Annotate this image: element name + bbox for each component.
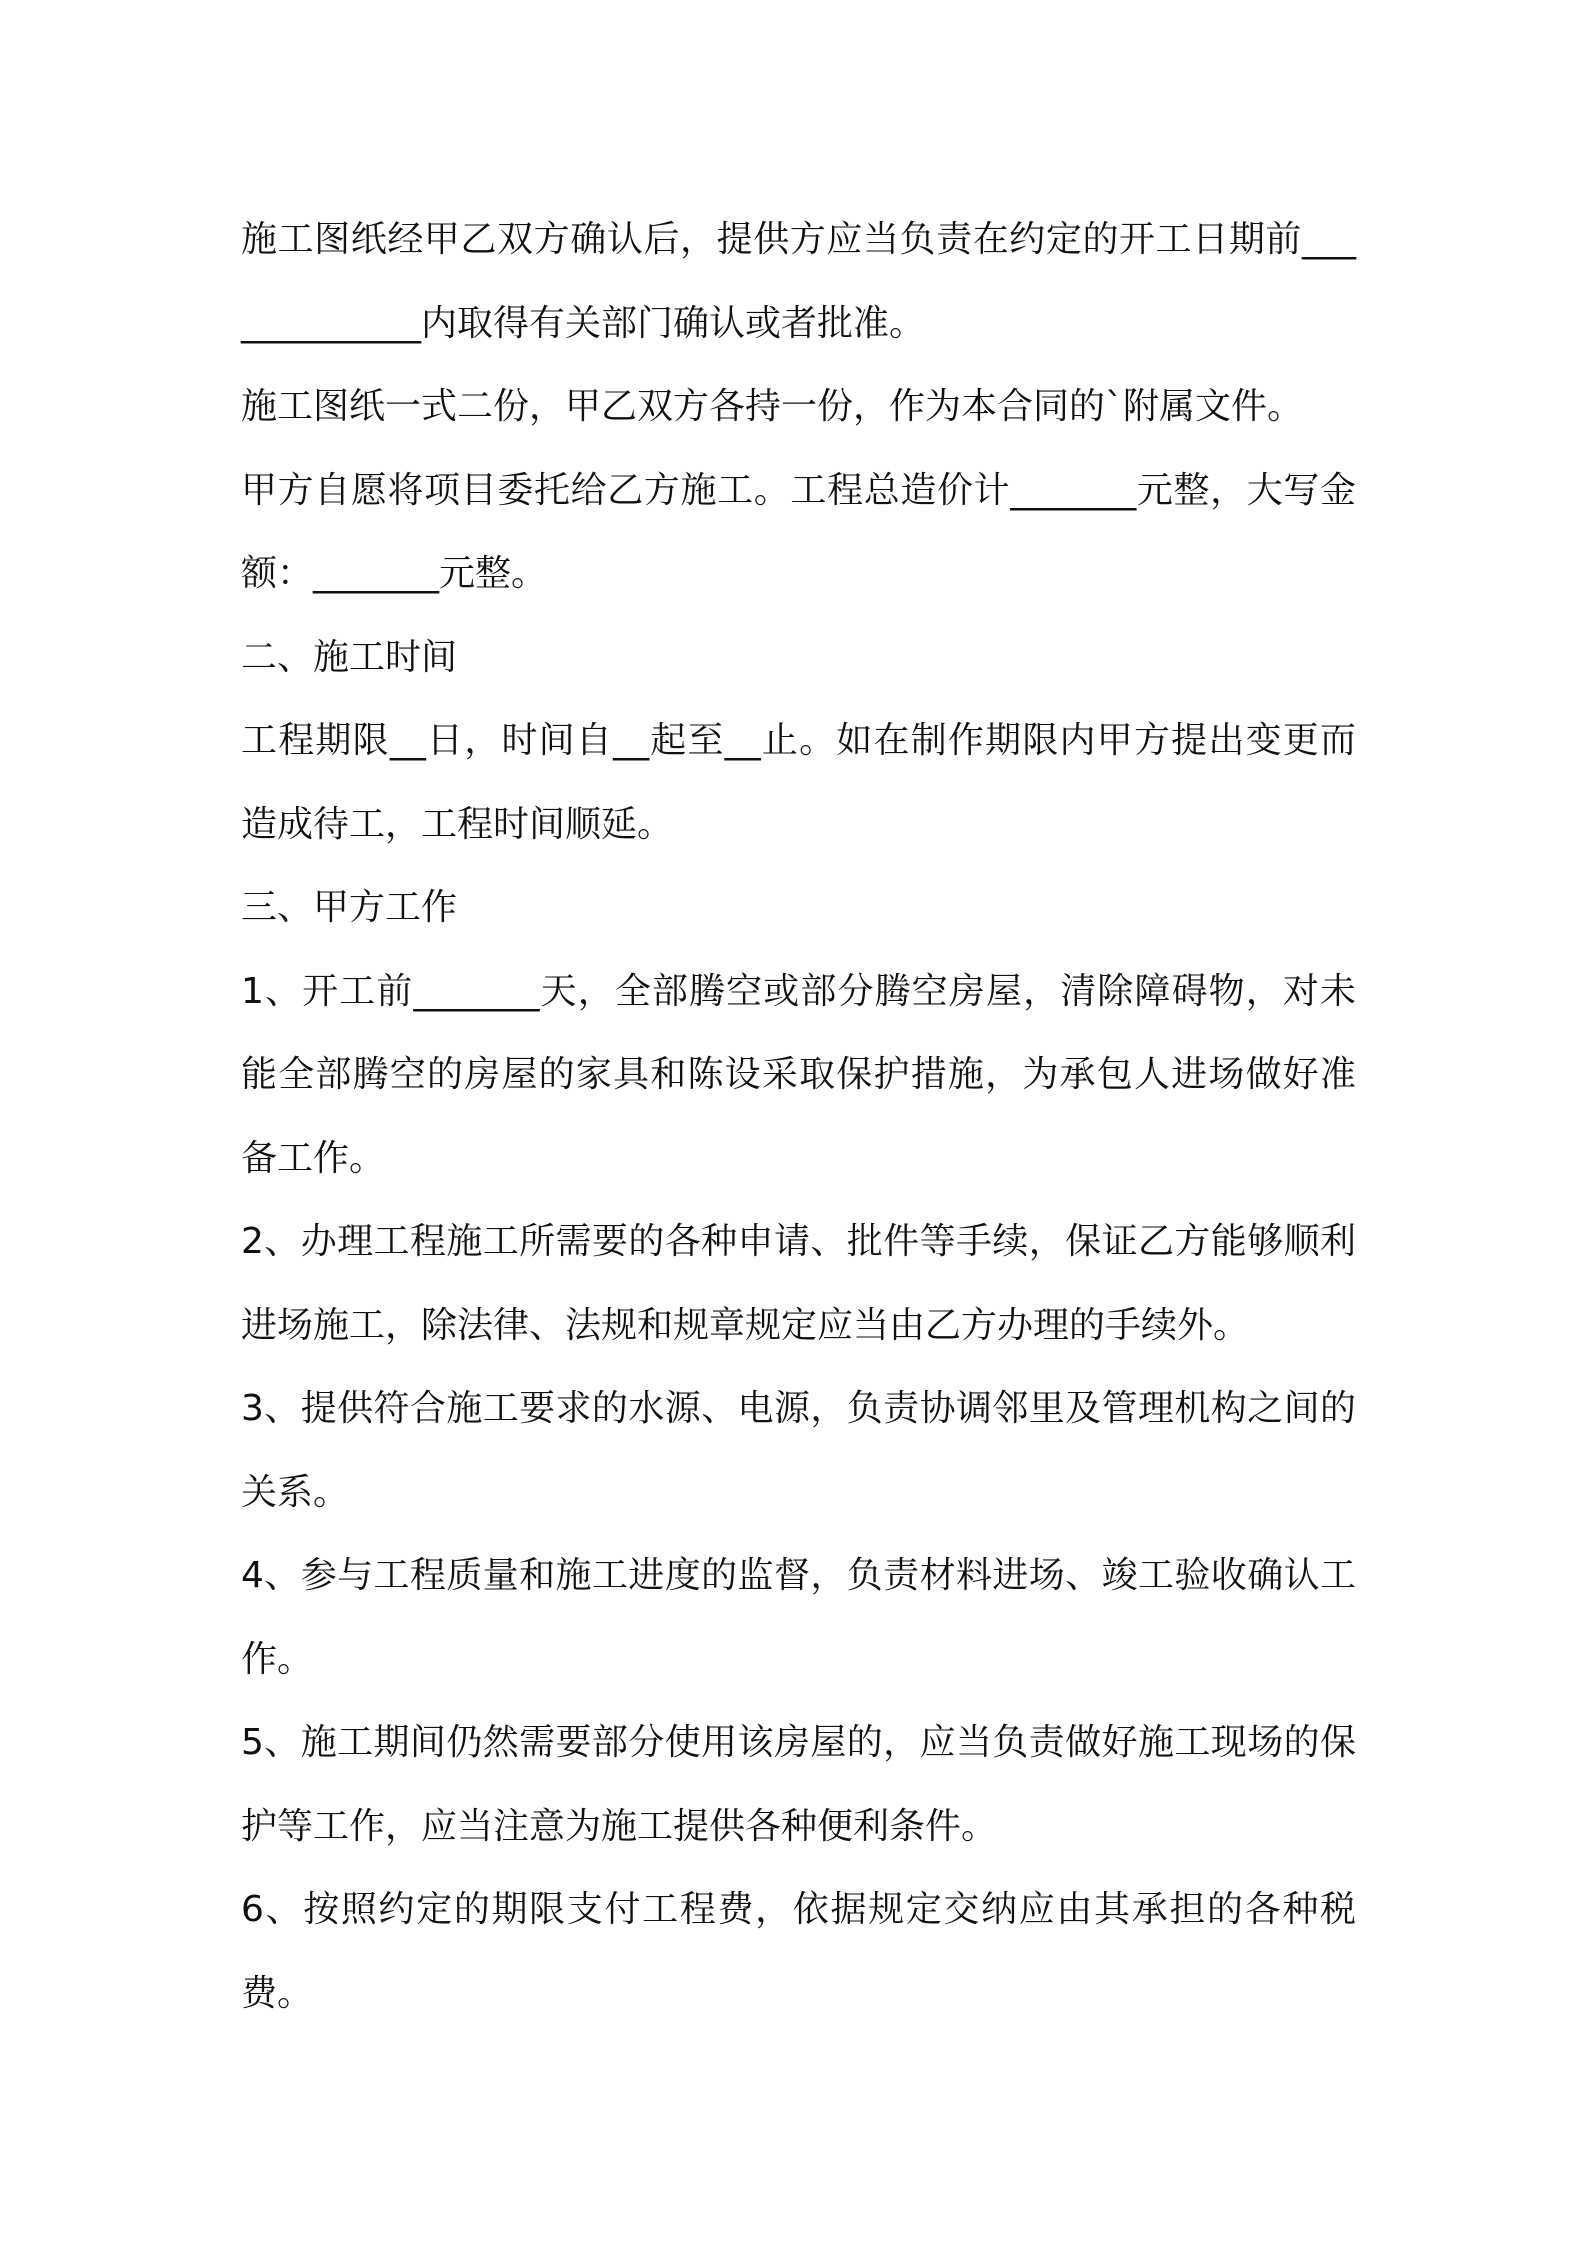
list-item-duty-2: 2、办理工程施工所需要的各种申请、批件等手续，保证乙方能够顺利进场施工，除法律、法规和规章规定应当由乙方办理的手续外。 [241, 1221, 1356, 1346]
paragraph-drawing-confirmation: 施工图纸经甲乙双方确认后，提供方应当负责在约定的开工日期前_____________内取得有关部门确认或者批准。 [241, 219, 1356, 344]
section-heading-construction-time: 二、施工时间 [241, 636, 458, 678]
list-item-duty-4: 4、参与工程质量和施工进度的监督，负责材料进场、竣工验收确认工作。 [241, 1555, 1356, 1680]
list-item-duty-1: 1、开工前_______天，全部腾空或部分腾空房屋，清除障碍物，对未能全部腾空的房屋的家具和陈设采取保护措施，为承包人进场做好准备工作。 [241, 970, 1356, 1179]
list-item-duty-6: 6、按照约定的期限支付工程费，依据规定交纳应由其承担的各种税费。 [241, 1889, 1356, 2014]
document-body [241, 198, 1356, 2035]
section-heading-party-a-duties: 三、甲方工作 [241, 887, 458, 928]
list-item-duty-5: 5、施工期间仍然需要部分使用该房屋的，应当负责做好施工现场的保护等工作，应当注意为施工提供各种便利条件。 [241, 1722, 1356, 1847]
list-item-duty-3: 3、提供符合施工要求的水源、电源，负责协调邻里及管理机构之间的关系。 [241, 1388, 1356, 1513]
paragraph-total-cost: 甲方自愿将项目委托给乙方施工。工程总造价计_______元整，大写金额：_______元整。 [241, 469, 1356, 594]
paragraph-drawing-copies: 施工图纸一式二份，甲乙双方各持一份，作为本合同的`附属文件。 [241, 386, 1304, 427]
paragraph-construction-period: 工程期限__日，时间自__起至__止。如在制作期限内甲方提出变更而造成待工，工程时间顺延。 [241, 720, 1356, 845]
